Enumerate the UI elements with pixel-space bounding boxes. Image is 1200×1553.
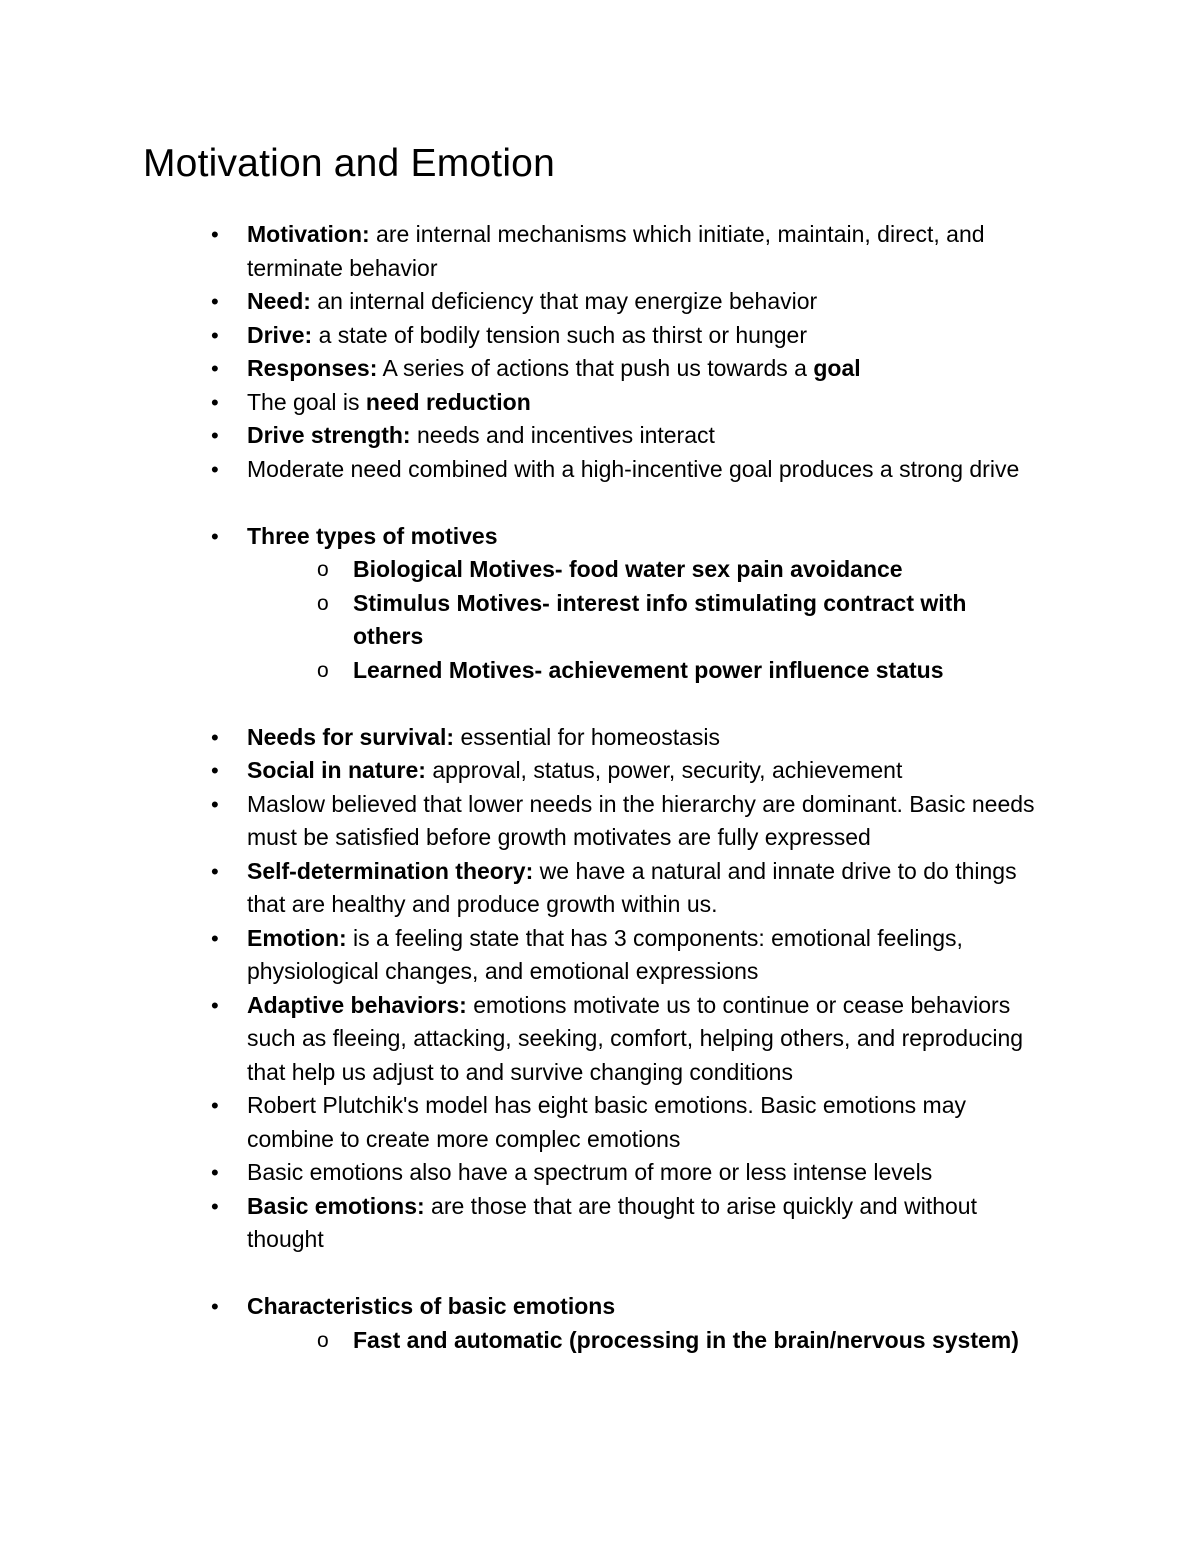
list-item-goal xyxy=(0,386,1047,420)
term: Learned Motives- achievement power influence status xyxy=(353,656,944,683)
term: Basic emotions: xyxy=(247,1192,425,1219)
bullet-icon: • xyxy=(211,724,219,750)
term: Fast and automatic (processing in the brain/nervous system) xyxy=(353,1326,1019,1353)
notes-list xyxy=(0,218,1200,1357)
bullet-icon: • xyxy=(211,925,219,951)
page-title: Motivation and Emotion xyxy=(143,142,555,185)
term: Biological Motives- food water sex pain avoidance xyxy=(353,556,903,582)
bullet-icon: • xyxy=(211,523,219,549)
term: Adaptive behaviors: xyxy=(247,991,467,1018)
term: Emotion: xyxy=(247,924,347,951)
list-item-social xyxy=(0,754,1047,788)
bullet-icon: • xyxy=(211,791,219,817)
definition: Maslow believed that lower needs in the hierarchy are dominant. Basic needs must be satisfied before growth motivates are fully expressed xyxy=(247,790,1035,850)
term: Three types of motives xyxy=(247,522,498,549)
list-item-maslow xyxy=(0,788,1047,855)
term: Responses: xyxy=(247,355,378,381)
bullet-icon: • xyxy=(211,222,219,247)
bullet-icon: • xyxy=(211,1093,219,1118)
term: Social in nature: xyxy=(247,757,426,783)
term: Characteristics of basic emotions xyxy=(247,1293,616,1319)
definition: Robert Plutchik's model has eight basic emotions. Basic emotions may combine to create more complec emotions xyxy=(247,1092,966,1152)
spacer xyxy=(0,486,1200,520)
list-item-plutchik xyxy=(0,1089,1047,1156)
term: Motivation: xyxy=(247,221,370,247)
bullet-icon: • xyxy=(211,1193,219,1219)
definition: Basic emotions also have a spectrum of more or less intense levels xyxy=(247,1159,933,1185)
bullet-icon: • xyxy=(211,423,219,448)
sub-bullet-icon: o xyxy=(317,1328,329,1352)
bullet-icon: • xyxy=(211,289,219,314)
sub-item-biological xyxy=(0,553,1043,587)
sub-item-stimulus xyxy=(0,587,1043,654)
definition: are internal mechanisms which initiate, maintain, direct, and terminate behavior xyxy=(247,221,985,281)
list-item-drive-strength xyxy=(0,419,1047,453)
bullet-icon: • xyxy=(211,858,219,884)
term: Drive: xyxy=(247,321,313,348)
list-item-drive xyxy=(0,319,1047,353)
definition: A series of actions that push us towards a xyxy=(377,355,814,381)
bullet-icon: • xyxy=(211,992,219,1018)
bullet-icon: • xyxy=(211,356,219,381)
spacer xyxy=(0,687,1200,721)
emphasis: need reduction xyxy=(365,388,531,415)
list-item-moderate-need xyxy=(0,453,1047,487)
definition: The goal is xyxy=(247,388,366,415)
list-item-survival xyxy=(0,721,1047,755)
definition: an internal deficiency that may energize behavior xyxy=(310,288,818,314)
sub-bullet-icon: o xyxy=(317,658,329,682)
list-item-need xyxy=(0,285,1047,319)
list-item-three-types xyxy=(0,520,1047,554)
definition: essential for homeostasis xyxy=(454,723,720,750)
sub-bullet-icon: o xyxy=(317,591,329,615)
term: Drive strength: xyxy=(247,422,411,448)
definition: Moderate need combined with a high-incentive goal produces a strong drive xyxy=(247,455,1020,482)
spacer xyxy=(0,1257,1200,1291)
term: Needs for survival: xyxy=(247,723,455,750)
definition: a state of bodily tension such as thirst or hunger xyxy=(312,321,807,348)
definition: is a feeling state that has 3 components: emotional feelings, physiological changes, and emotional expressions xyxy=(247,924,963,984)
list-item-characteristics xyxy=(0,1290,1047,1324)
sub-bullet-icon: o xyxy=(317,558,329,581)
term: Need: xyxy=(247,288,311,314)
definition: approval, status, power, security, achievement xyxy=(425,757,903,783)
sub-item-learned xyxy=(0,654,1043,688)
bullet-icon: • xyxy=(211,322,219,348)
list-item-motivation xyxy=(0,218,1047,285)
emphasis: goal xyxy=(813,355,861,381)
list-item-spectrum xyxy=(0,1156,1047,1190)
term: Self-determination theory: xyxy=(247,857,534,884)
list-item-emotion xyxy=(0,922,1047,989)
list-item-adaptive xyxy=(0,989,1047,1090)
list-item-basic-emotions xyxy=(0,1190,1047,1257)
bullet-icon: • xyxy=(211,1160,219,1185)
definition: are those that are thought to arise quickly and without thought xyxy=(247,1192,977,1252)
bullet-icon: • xyxy=(211,1294,219,1319)
bullet-icon: • xyxy=(211,758,219,783)
list-item-self-determination xyxy=(0,855,1047,922)
term: Stimulus Motives- interest info stimulating contract with others xyxy=(353,589,967,649)
definition: needs and incentives interact xyxy=(410,422,715,448)
definition: we have a natural and innate drive to do things that are healthy and produce growth within us. xyxy=(247,857,1017,917)
sub-item-fast-automatic xyxy=(0,1324,1043,1358)
bullet-icon: • xyxy=(211,456,219,482)
definition: emotions motivate us to continue or cease behaviors such as fleeing, attacking, seeking, comfort, helping others, and reproducing that help us adjust to and survive changing conditions xyxy=(247,991,1024,1085)
bullet-icon: • xyxy=(211,389,219,415)
list-item-responses xyxy=(0,352,1047,386)
